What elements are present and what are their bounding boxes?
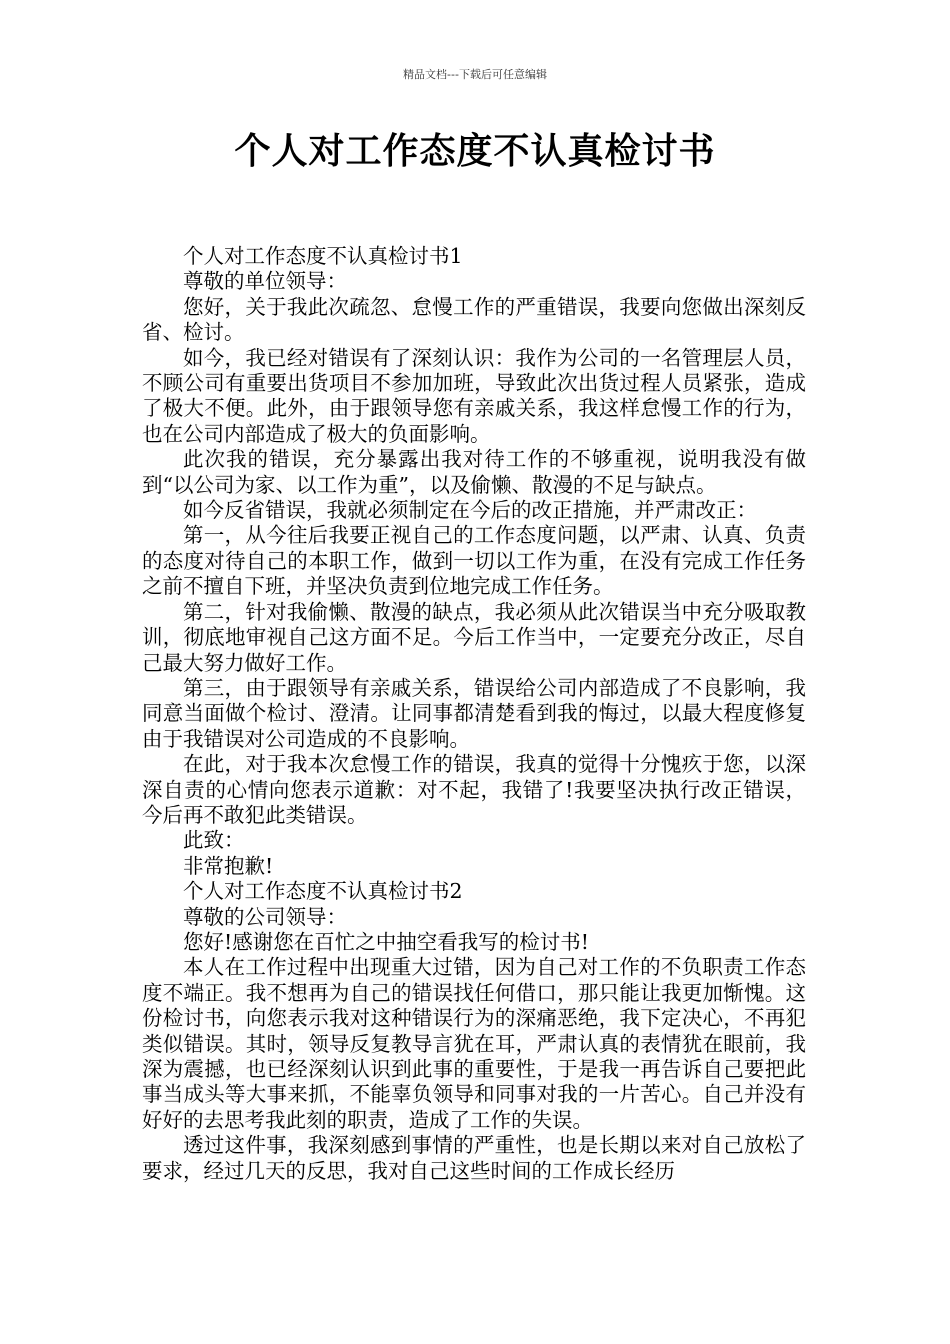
paragraph: 如今，我已经对错误有了深刻认识：我作为公司的一名管理层人员，不顾公司有重要出货项目不参加加班，导致此次出货过程人员紧张，造成了极大不便。此外，由于跟领导您有亲戚关系，我这样怠慢工作的行为，也在公司内部造成了极大的负面影响。 (142, 345, 806, 446)
document-title: 个人对工作态度不认真检讨书 (234, 131, 716, 172)
document-body (142, 244, 806, 1184)
paragraph: 个人对工作态度不认真检讨书2 (183, 879, 463, 904)
paragraph: 非常抱歉! (183, 853, 274, 878)
paragraph: 第一，从今往后我要正视自己的工作态度问题，以严肃、认真、负责的态度对待自己的本职工作，做到一切以工作为重，在没有完成工作任务之前不擅自下班，并坚决负责到位地完成工作任务。 (142, 523, 806, 599)
paragraph: 在此，对于我本次怠慢工作的错误，我真的觉得十分愧疚于您，以深深自责的心情向您表示道歉：对不起，我错了!我要坚决执行改正错误，今后再不敢犯此类错误。 (142, 752, 806, 827)
paragraph: 透过这件事，我深刻感到事情的严重性，也是长期以来对自己放松了要求，经过几天的反思，我对自己这些时间的工作成长经历 (142, 1133, 806, 1183)
paragraph: 个人对工作态度不认真检讨书1 (183, 244, 463, 268)
paragraph: 您好，关于我此次疏忽、怠慢工作的严重错误，我要向您做出深刻反省、检讨。 (142, 294, 806, 345)
paragraph: 本人在工作过程中出现重大过错，因为自己对工作的不负职责工作态度不端正。我不想再为自己的错误找任何借口，那只能让我更加惭愧。这份检讨书，向您表示我对这种错误行为的深痛恶绝，我下定决心，不再犯类似错误。其时，领导反复教导言犹在耳，严肃认真的表情犹在眼前，我深为震撼，也已经深刻认识到此事的重要性，于是我一再告诉自己要把此事当成头等大事来抓，不能辜负领导和同事对我的一片苦心。自己并没有好好的去思考我此刻的职责，造成了工作的失误。 (142, 955, 806, 1132)
paragraph: 尊敬的单位领导： (183, 269, 347, 294)
paragraph: 第三，由于跟领导有亲戚关系，错误给公司内部造成了不良影响，我同意当面做个检讨、澄清。让同事都清楚看到我的悔过，以最大程度修复由于我错误对公司造成的不良影响。 (142, 675, 806, 751)
paragraph: 尊敬的公司领导： (183, 904, 347, 929)
paragraph: 第二，针对我偷懒、散漫的缺点，我必须从此次错误当中充分吸取教训，彻底地审视自己这方面不足。今后工作当中，一定要充分改正，尽自己最大努力做好工作。 (142, 599, 806, 675)
paragraph: 此致： (183, 828, 245, 853)
paragraph: 此次我的错误，充分暴露出我对待工作的不够重视，说明我没有做到“以公司为家、以工作为重”，以及偷懒、散漫的不足与缺点。 (142, 447, 806, 497)
page-header: 精品文档---下载后可任意编辑 (403, 68, 547, 81)
paragraph: 如今反省错误，我就必须制定在今后的改正措施，并严肃改正： (183, 498, 757, 523)
paragraph: 您好!感谢您在百忙之中抽空看我写的检讨书! (183, 929, 589, 954)
